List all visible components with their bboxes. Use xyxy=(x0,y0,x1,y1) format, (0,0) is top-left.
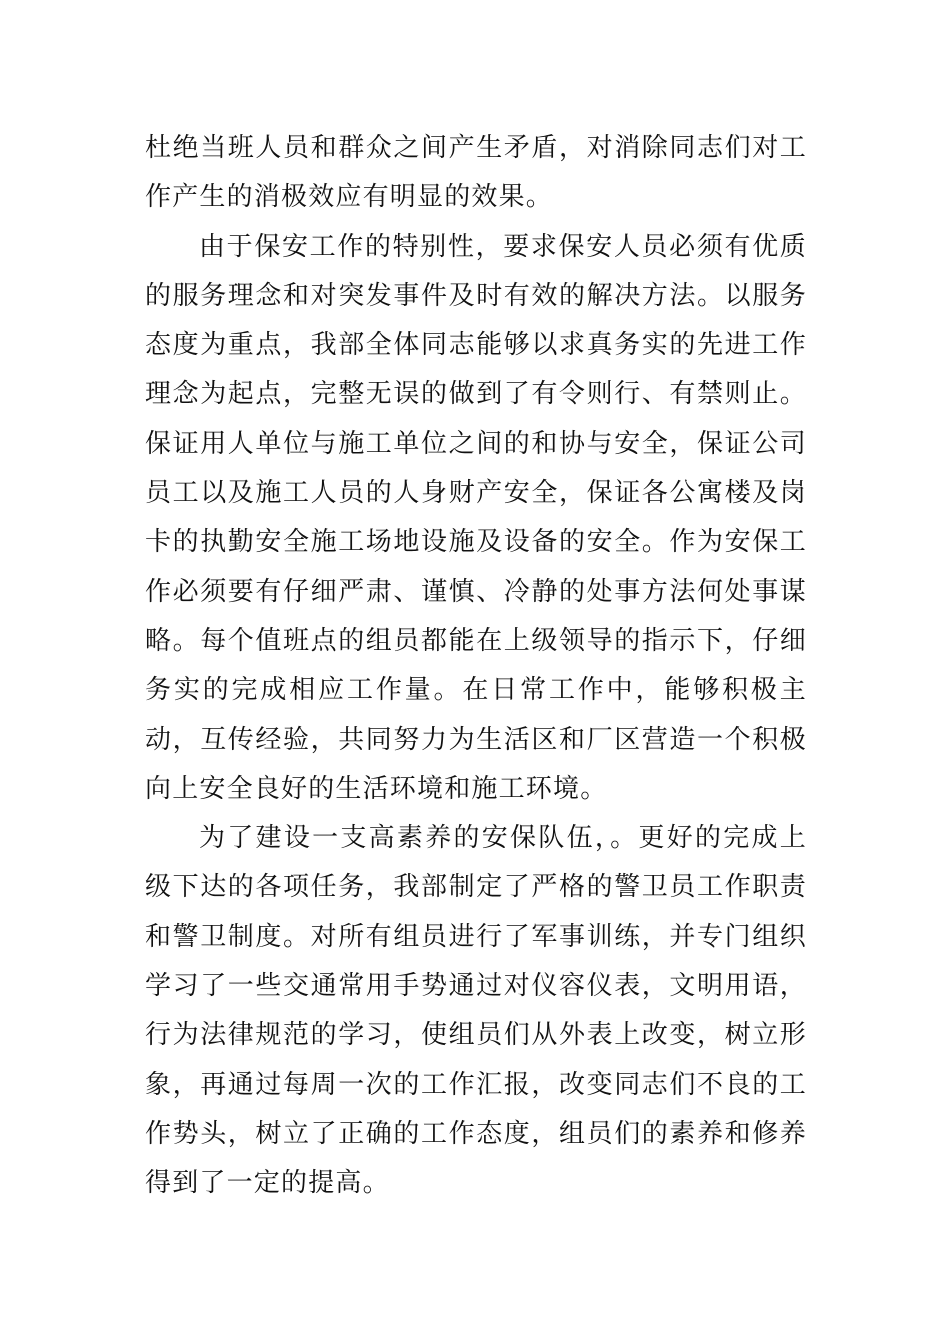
document-body xyxy=(145,124,807,1209)
paragraph-security-service: 由于保安工作的特别性，要求保安人员必须有优质的服务理念和对突发事件及时有效的解决方法。以服务态度为重点，我部全体同志能够以求真务实的先进工作理念为起点，完整无误的做到了有令则行、有禁则止。保证用人单位与施工单位之间的和协与安全，保证公司员工以及施工人员的人身财产安全，保证各公寓楼及岗卡的执勤安全施工场地设施及设备的安全。作为安保工作必须要有仔细严肃、谨慎、冷静的处事方法何处事谋略。每个值班点的组员都能在上级领导的指示下，仔细务实的完成相应工作量。在日常工作中，能够积极主动，互传经验，共同努力为生活区和厂区营造一个积极向上安全良好的生活环境和施工环境。 xyxy=(145,231,807,804)
paragraph-team-building: 为了建设一支高素养的安保队伍，。更好的完成上级下达的各项任务，我部制定了严格的警卫员工作职责和警卫制度。对所有组员进行了军事训练，并专门组织学习了一些交通常用手势通过对仪容仪表，文明用语，行为法律规范的学习，使组员们从外表上改变，树立形象，再通过每周一次的工作汇报，改变同志们不良的工作势头，树立了正确的工作态度，组员们的素养和修养得到了一定的提高。 xyxy=(145,823,807,1199)
paragraph-continuation: 杜绝当班人员和群众之间产生矛盾，对消除同志们对工作产生的消极效应有明显的效果。 xyxy=(145,133,807,213)
